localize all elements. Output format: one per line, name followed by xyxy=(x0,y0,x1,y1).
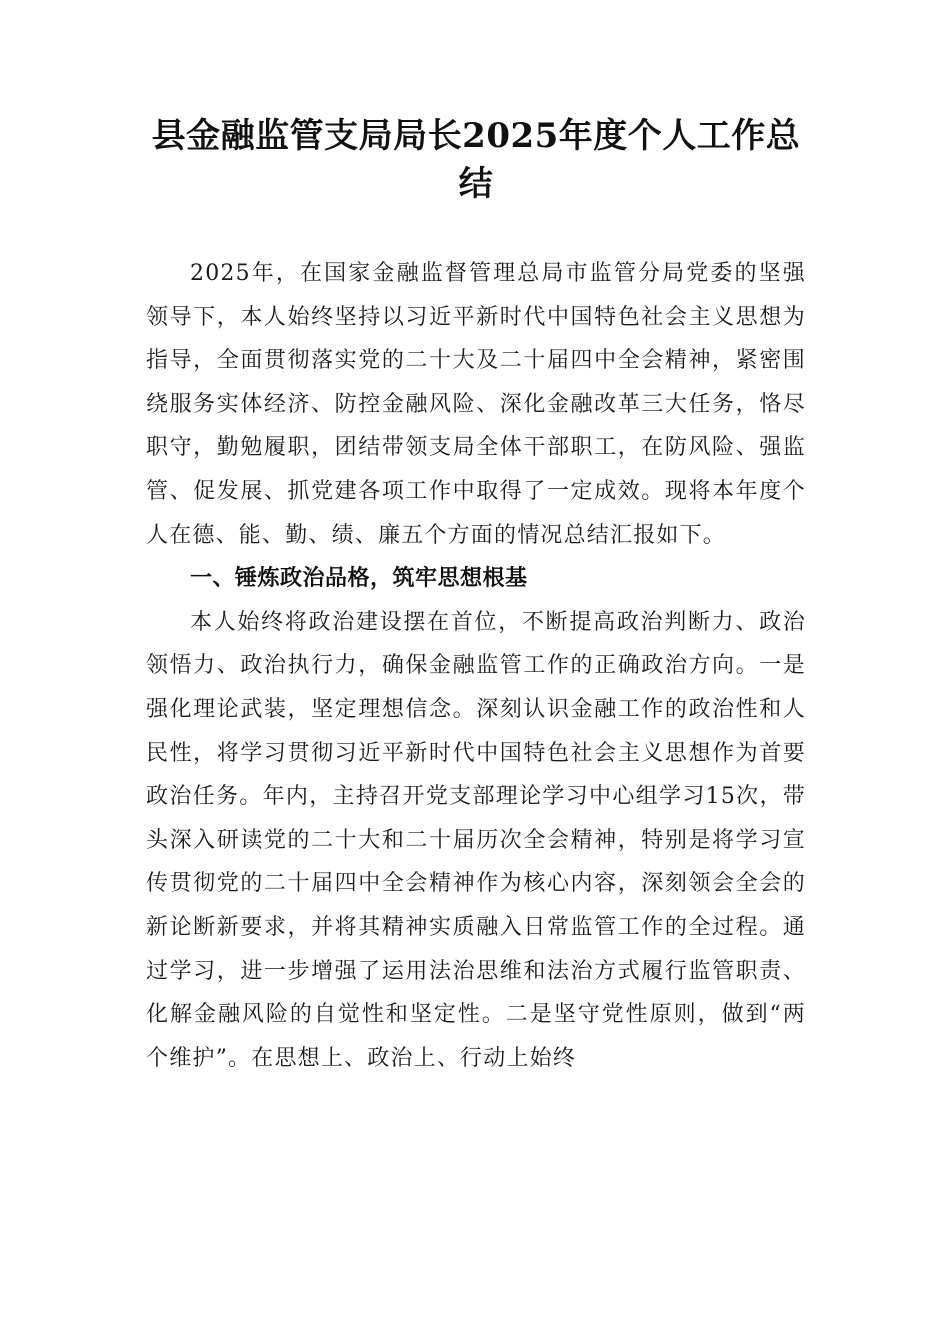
intro-paragraph: 2025年，在国家金融监督管理总局市监管分局党委的坚强领导下，本人始终坚持以习近平新时代中国特色社会主义思想为指导，全面贯彻落实党的二十大及二十届四中全会精神，紧密围绕服务实体经济、防控金融风险、深化金融改革三大任务，恪尽职守，勤勉履职，团结带领支局全体干部职工，在防风险、强监管、促发展、抓党建各项工作中取得了一定成效。现将本年度个人在德、能、勤、绩、廉五个方面的情况总结汇报如下。 xyxy=(146,261,806,548)
document-body xyxy=(146,252,806,1080)
page-title: 县金融监管支局局长2025年度个人工作总结 xyxy=(151,116,801,204)
section-paragraph: 本人始终将政治建设摆在首位，不断提高政治判断力、政治领悟力、政治执行力，确保金融监管工作的正确政治方向。一是强化理论武装，坚定理想信念。深刻认识金融工作的政治性和人民性，将学习贯彻习近平新时代中国特色社会主义思想作为首要政治任务。年内，主持召开党支部理论学习中心组学习15次，带头深入研读党的二十大和二十届历次全会精神，特别是将学习宣传贯彻党的二十届四中全会精神作为核心内容，深刻领会全会的新论断新要求，并将其精神实质融入日常监管工作的全过程。通过学习，进一步增强了运用法治思维和法治方式履行监管职责、化解金融风险的自觉性和坚定性。二是坚守党性原则，做到“两个维护”。在思想上、政治上、行动上始终 xyxy=(146,609,806,1071)
section-heading: 一、锤炼政治品格，筑牢思想根基 xyxy=(190,566,528,592)
